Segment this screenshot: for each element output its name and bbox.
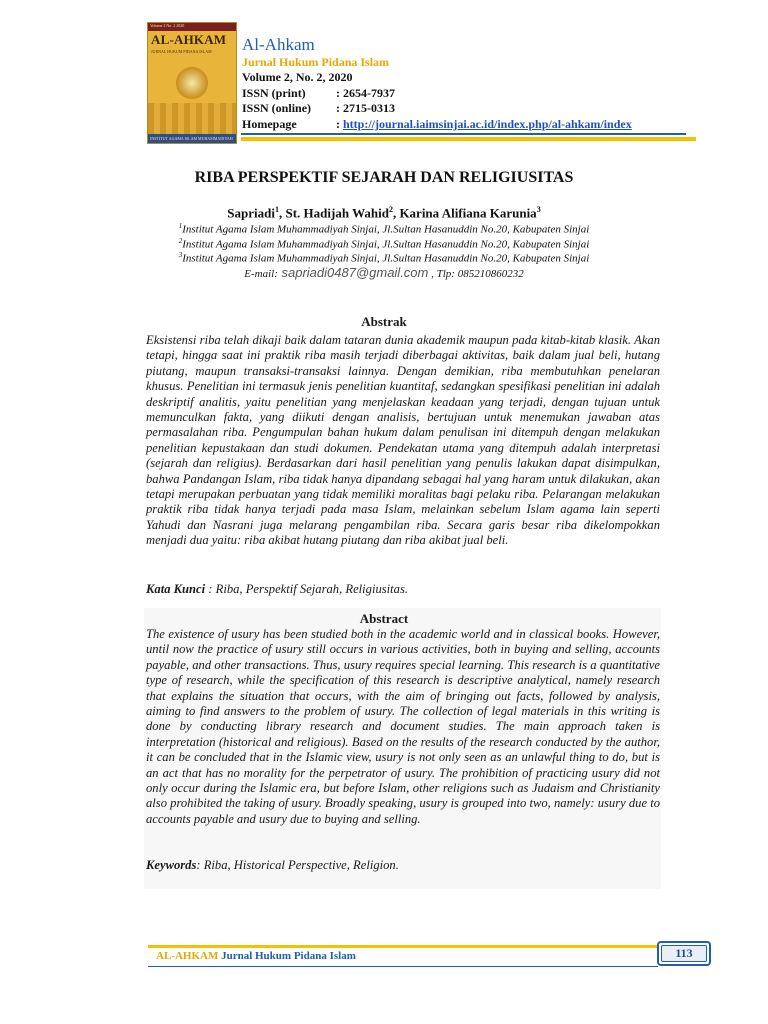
journal-name: Al-Ahkam xyxy=(242,35,315,54)
affiliation-2 xyxy=(0,237,768,251)
affiliation-1 xyxy=(0,222,768,236)
footer-journal xyxy=(156,950,356,962)
email-link[interactable]: sapriadi0487@gmail.com xyxy=(277,265,429,280)
homepage-sep: : xyxy=(336,117,343,131)
abstract-body: The existence of usury has been studied both in the academic world and in classical books. However, until now the practice of usury still occurs in various activities, both in buying and selling, accounts payable, and other transactions. Thus, usury requires special learning. This research is a quantitative type of research, while the specification of this research is descriptive analytical, namely research that explains the situation that occurs, with the aim of bringing out facts, followed by analysis, aiming to find answers to the problem of usury. The collection of legal materials in this writing is done by conducting library research and document studies. The main approach taken is interpretation (historical and religious). Based on the results of the research conducted by the author, it can be concluded that in the Islamic view, usury is not only seen as an unlawful thing to do, but is an act that has no morality for the perpetrator of usury. The prohibition of practicing usury did not only occur during the Islamic era, but before Islam, other religions such as Judaism and Christianity also prohibited the taking of usury. Broadly speaking, usury is grouped into two, namely: usury due to accounts payable and usury due to buying and selling. xyxy=(146,627,660,826)
kata-kunci-text: : Riba, Perspektif Sejarah, Religiusitas. xyxy=(205,582,409,596)
keywords-label: Keywords xyxy=(146,858,197,872)
issn-print-label: ISSN (print) xyxy=(242,86,306,100)
issn-online-label: ISSN (online) xyxy=(242,101,312,115)
cover-footer-band xyxy=(148,134,236,143)
article-title: RIBA PERSPEKTIF SEJARAH DAN RELIGIUSITAS xyxy=(194,169,574,186)
author-name: Sapriadi xyxy=(227,205,275,221)
author-sup: 1 xyxy=(274,205,279,214)
author-sup: 3 xyxy=(536,205,541,214)
email-label: E-mail: xyxy=(244,268,278,280)
homepage-label: Homepage xyxy=(242,117,297,131)
affiliation-sup: 3 xyxy=(178,251,183,259)
issn-print-value: : 2654-7937 xyxy=(336,86,395,100)
kata-kunci-line xyxy=(146,582,660,597)
cover-ornament xyxy=(148,103,236,135)
footer-rule-blue xyxy=(148,966,658,967)
author-list: Sapriadi$^1$, St. Hadijah Wahid$^2$, Karina Alifiana Karunia$^3$ xyxy=(227,205,541,221)
header-rule-gold xyxy=(241,137,696,141)
issn-online-row xyxy=(242,101,395,116)
author-name: St. Hadijah Wahid xyxy=(285,205,389,221)
cover-footer-text: INSTITUT AGAMA ISLAM MUHAMMADIYAH xyxy=(150,136,233,141)
abstrak-body: Eksistensi riba telah dikaji baik dalam tataran dunia akademik maupun pada kitab-kitab klasik. Akan tetapi, hingga saat ini praktik riba masih terjadi diberbagai aktivitas, baik dalam jual beli, hutang piutang, maupun transaksi-transaksi lainnya. Dengan demikian, riba membutuhkan penelaran khusus. Penelitian ini termasuk jenis penelitian kuantitaf, sedangkan spesifikasi penelitian ini adalah deskriptif analitis, yaitu penelitian yang menjelaskan keadaan yang terjadi, dengan tujuan untuk memunculkan fakta, yang diikuti dengan analisis, bertujuan untuk menemukan jawaban atas permasalahan riba. Pengumpulan bahan hukum dalam penulisan ini ditempuh dengan melakukan penelitian kepustakaan dan studi dokumen. Pendekatan utama yang ditempuh adalah interpretasi (sejarah dan religius). Berdasarkan dari hasil penelitian yang penulis lakukan dapat disimpulkan, bahwa Pandangan Islam, riba tidak hanya dipandang sebagai hal yang haram untuk dilakukan, akan tetapi merupakan perbuatan yang tidak memiliki moralitas bagi pelaku riba. Pelarangan melakukan praktik riba tidak hanya terjadi pada masa Islam, melainkan sebelum Islam agama lain seperti Yahudi dan Nasrani juga melarang pengambilan riba. Secara garis besar riba dikelompokkan menjadi dua yaitu: riba akibat hutang piutang dan riba akibat jual beli. xyxy=(146,333,660,548)
issn-print-row xyxy=(242,86,395,101)
issn-online-value: : 2715-0313 xyxy=(336,101,395,115)
author-name: Karina Alifiana Karunia xyxy=(399,205,537,221)
footer-journal-rest: Jurnal Hukum Pidana Islam xyxy=(218,950,356,962)
kata-kunci-label: Kata Kunci xyxy=(146,582,206,596)
abstrak-heading: Abstrak xyxy=(361,314,407,329)
footer-journal-caps: AL-AHKAM xyxy=(156,950,219,962)
cover-emblem-icon xyxy=(176,67,208,99)
cover-top-text: Volume 2 No. 2 2020 xyxy=(150,23,185,28)
abstract-heading: Abstract xyxy=(359,611,409,626)
contact-line xyxy=(0,265,768,280)
author-sup: 2 xyxy=(388,205,393,214)
cover-top-band xyxy=(148,23,236,31)
affiliation-sup: 2 xyxy=(178,237,183,245)
keywords-line xyxy=(146,858,660,873)
phone-text: , Tlp: 085210860232 xyxy=(428,268,524,280)
cover-title: AL-AHKAM xyxy=(151,32,227,47)
volume-info: Volume 2, No. 2, 2020 xyxy=(242,70,353,84)
affiliation-sup: 1 xyxy=(178,222,183,230)
homepage-link[interactable]: http://journal.iaimsinjai.ac.id/index.php/al-ahkam/index xyxy=(343,117,632,131)
affiliation-text: Institut Agama Islam Muhammadiyah Sinjai, Jl.Sultan Hasanuddin No.20, Kabupaten Sinjai xyxy=(182,238,590,251)
footer-rule-gold xyxy=(148,945,658,948)
header-rule-blue xyxy=(241,133,686,135)
affiliation-text: Institut Agama Islam Muhammadiyah Sinjai, Jl.Sultan Hasanuddin No.20, Kabupaten Sinjai xyxy=(182,223,590,236)
affiliation-text: Institut Agama Islam Muhammadiyah Sinjai, Jl.Sultan Hasanuddin No.20, Kabupaten Sinjai xyxy=(182,252,590,265)
journal-cover-image xyxy=(147,22,237,144)
page-number-box xyxy=(657,941,711,966)
homepage-row xyxy=(242,117,632,132)
keywords-text: : Riba, Historical Perspective, Religion. xyxy=(196,858,399,872)
journal-subtitle: Jurnal Hukum Pidana Islam xyxy=(242,55,390,69)
affiliation-3 xyxy=(0,251,768,265)
cover-subtitle: JURNAL HUKUM PIDANA ISLAM xyxy=(151,49,212,54)
page-number: 113 xyxy=(661,945,707,962)
